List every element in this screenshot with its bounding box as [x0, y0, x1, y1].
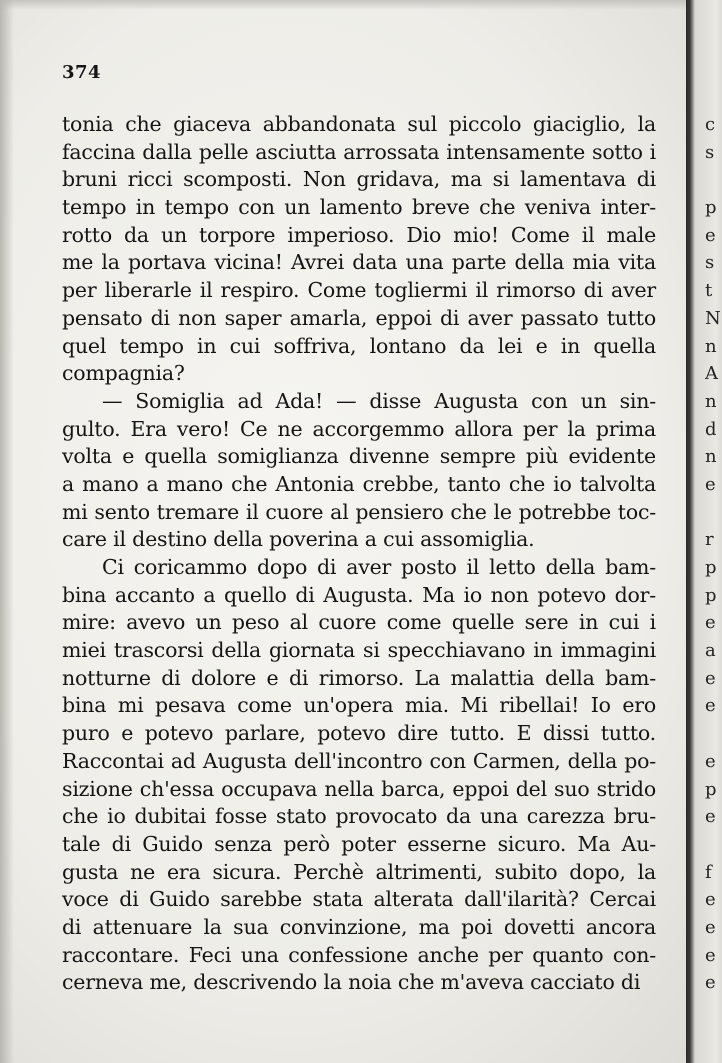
text-line: mi sento tremare il cuore al pensiero che le potrebbe toc-	[62, 499, 656, 524]
text-line: faccina dalla pelle asciutta arrossata intensamente sotto i	[62, 139, 656, 164]
text-line: Ci coricammo dopo di aver posto il letto della bam-	[102, 555, 656, 579]
facing-page-fragment: p	[705, 778, 717, 800]
facing-page-fragment: N	[705, 307, 721, 329]
paragraph	[62, 388, 656, 554]
facing-page-fragment: e	[705, 944, 716, 966]
page-number: 374	[62, 62, 102, 83]
text-line: a mano a mano che Antonia crebbe, tanto che io talvolta	[62, 471, 656, 496]
text-line: bina accanto a quello di Augusta. Ma io non potevo dor-	[62, 582, 656, 607]
facing-page-fragment: s	[705, 252, 715, 274]
scan-top-shadow	[0, 0, 722, 10]
facing-page-fragment: e	[705, 972, 716, 994]
facing-page-fragment: e	[705, 750, 716, 772]
text-line: voce di Guido sarebbe stata alterata dall'ilarità? Cercai	[62, 887, 656, 912]
facing-page-fragment: e	[705, 889, 716, 911]
facing-page-fragment: c	[705, 114, 716, 135]
facing-page-fragment: e	[705, 224, 716, 246]
facing-page-fragment: r	[705, 529, 714, 551]
facing-page-fragment: s	[705, 141, 715, 163]
facing-page-fragment: d	[705, 418, 717, 440]
facing-page-fragment: n	[705, 335, 717, 357]
text-line: — Somiglia ad Ada! — disse Augusta con un sin-	[102, 388, 656, 413]
text-line: volta e quella somiglianza divenne sempre più evidente	[62, 444, 656, 469]
text-line: puro e potevo parlare, potevo dire tutto. E dissi tutto.	[62, 721, 656, 746]
text-line: rotto da un torpore imperioso. Dio mio! Come il male	[62, 222, 656, 247]
text-line: me la portava vicina! Avrei data una parte della mia vita	[62, 250, 656, 275]
facing-page-fragment	[705, 720, 722, 748]
body-text	[62, 111, 656, 997]
facing-page-fragment: n	[705, 390, 717, 412]
facing-page-fragment: A	[705, 363, 718, 385]
paragraph	[62, 111, 656, 388]
facing-page-fragment: a	[705, 640, 716, 662]
facing-page-fragment: e	[705, 667, 716, 689]
facing-page-fragment: n	[705, 446, 717, 468]
text-line: compagnia?	[62, 361, 185, 386]
facing-page-fragment	[705, 166, 722, 194]
text-line: che io dubitai fosse stato provocato da una carezza bru-	[62, 804, 656, 829]
text-line: raccontare. Feci una confessione anche per quanto con-	[62, 942, 656, 967]
text-line: care il destino della poverina a cui assomiglia.	[62, 527, 535, 552]
text-line: miei trascorsi della giornata si specchiavano in immagini	[62, 638, 656, 663]
text-line: di attenuare la sua convinzione, ma poi dovetti ancora	[62, 914, 656, 939]
text-line: cerneva me, descrivendo la noia che m'aveva cacciato di	[62, 970, 641, 995]
facing-page-fragment: e	[705, 612, 716, 634]
text-line: gusta ne era sicura. Perchè altrimenti, subito dopo, la	[62, 859, 656, 884]
facing-page-fragment: p	[705, 557, 717, 578]
text-line: pensato di non saper amarla, eppoi di aver passato tutto	[62, 305, 656, 330]
text-line: Raccontai ad Augusta dell'incontro con Carmen, della po-	[62, 748, 656, 773]
text-line: bruni ricci scomposti. Non gridava, ma si lamentava di	[62, 167, 656, 192]
text-line: tale di Guido senza però poter esserne sicuro. Ma Au-	[62, 831, 656, 856]
facing-page-fragment: p	[705, 197, 717, 219]
text-line: notturne di dolore e di rimorso. La malattia della bam-	[62, 665, 656, 690]
text-line: bina mi pesava come un'opera mia. Mi ribellai! Io ero	[62, 693, 656, 718]
facing-page-fragment: p	[705, 584, 717, 606]
scan-left-shadow	[0, 0, 14, 1063]
facing-page-fragment: f	[705, 861, 712, 883]
text-line: tempo in tempo con un lamento breve che veniva inter-	[62, 195, 656, 220]
text-line: tonia che giaceva abbandonata sul piccolo giaciglio, la	[62, 112, 656, 136]
paragraph	[62, 554, 656, 997]
facing-page-fragment: e	[705, 473, 716, 495]
facing-page-fragment: e	[705, 916, 716, 938]
facing-page-fragment	[705, 831, 722, 859]
facing-page-edge	[705, 111, 722, 997]
facing-page-fragment: e	[705, 695, 716, 717]
text-line: quel tempo in cui soffriva, lontano da lei e in quella	[62, 333, 656, 358]
text-line: mire: avevo un peso al cuore come quelle sere in cui i	[62, 610, 656, 635]
text-line: sizione ch'essa occupava nella barca, eppoi del suo strido	[62, 776, 656, 801]
text-line: gulto. Era vero! Ce ne accorgemmo allora per la prima	[62, 416, 656, 441]
facing-page-fragment: e	[705, 806, 716, 828]
facing-page-fragment	[705, 499, 722, 527]
facing-page-fragment: t	[705, 280, 713, 302]
text-line: per liberarle il respiro. Come togliermi il rimorso di aver	[62, 278, 656, 303]
